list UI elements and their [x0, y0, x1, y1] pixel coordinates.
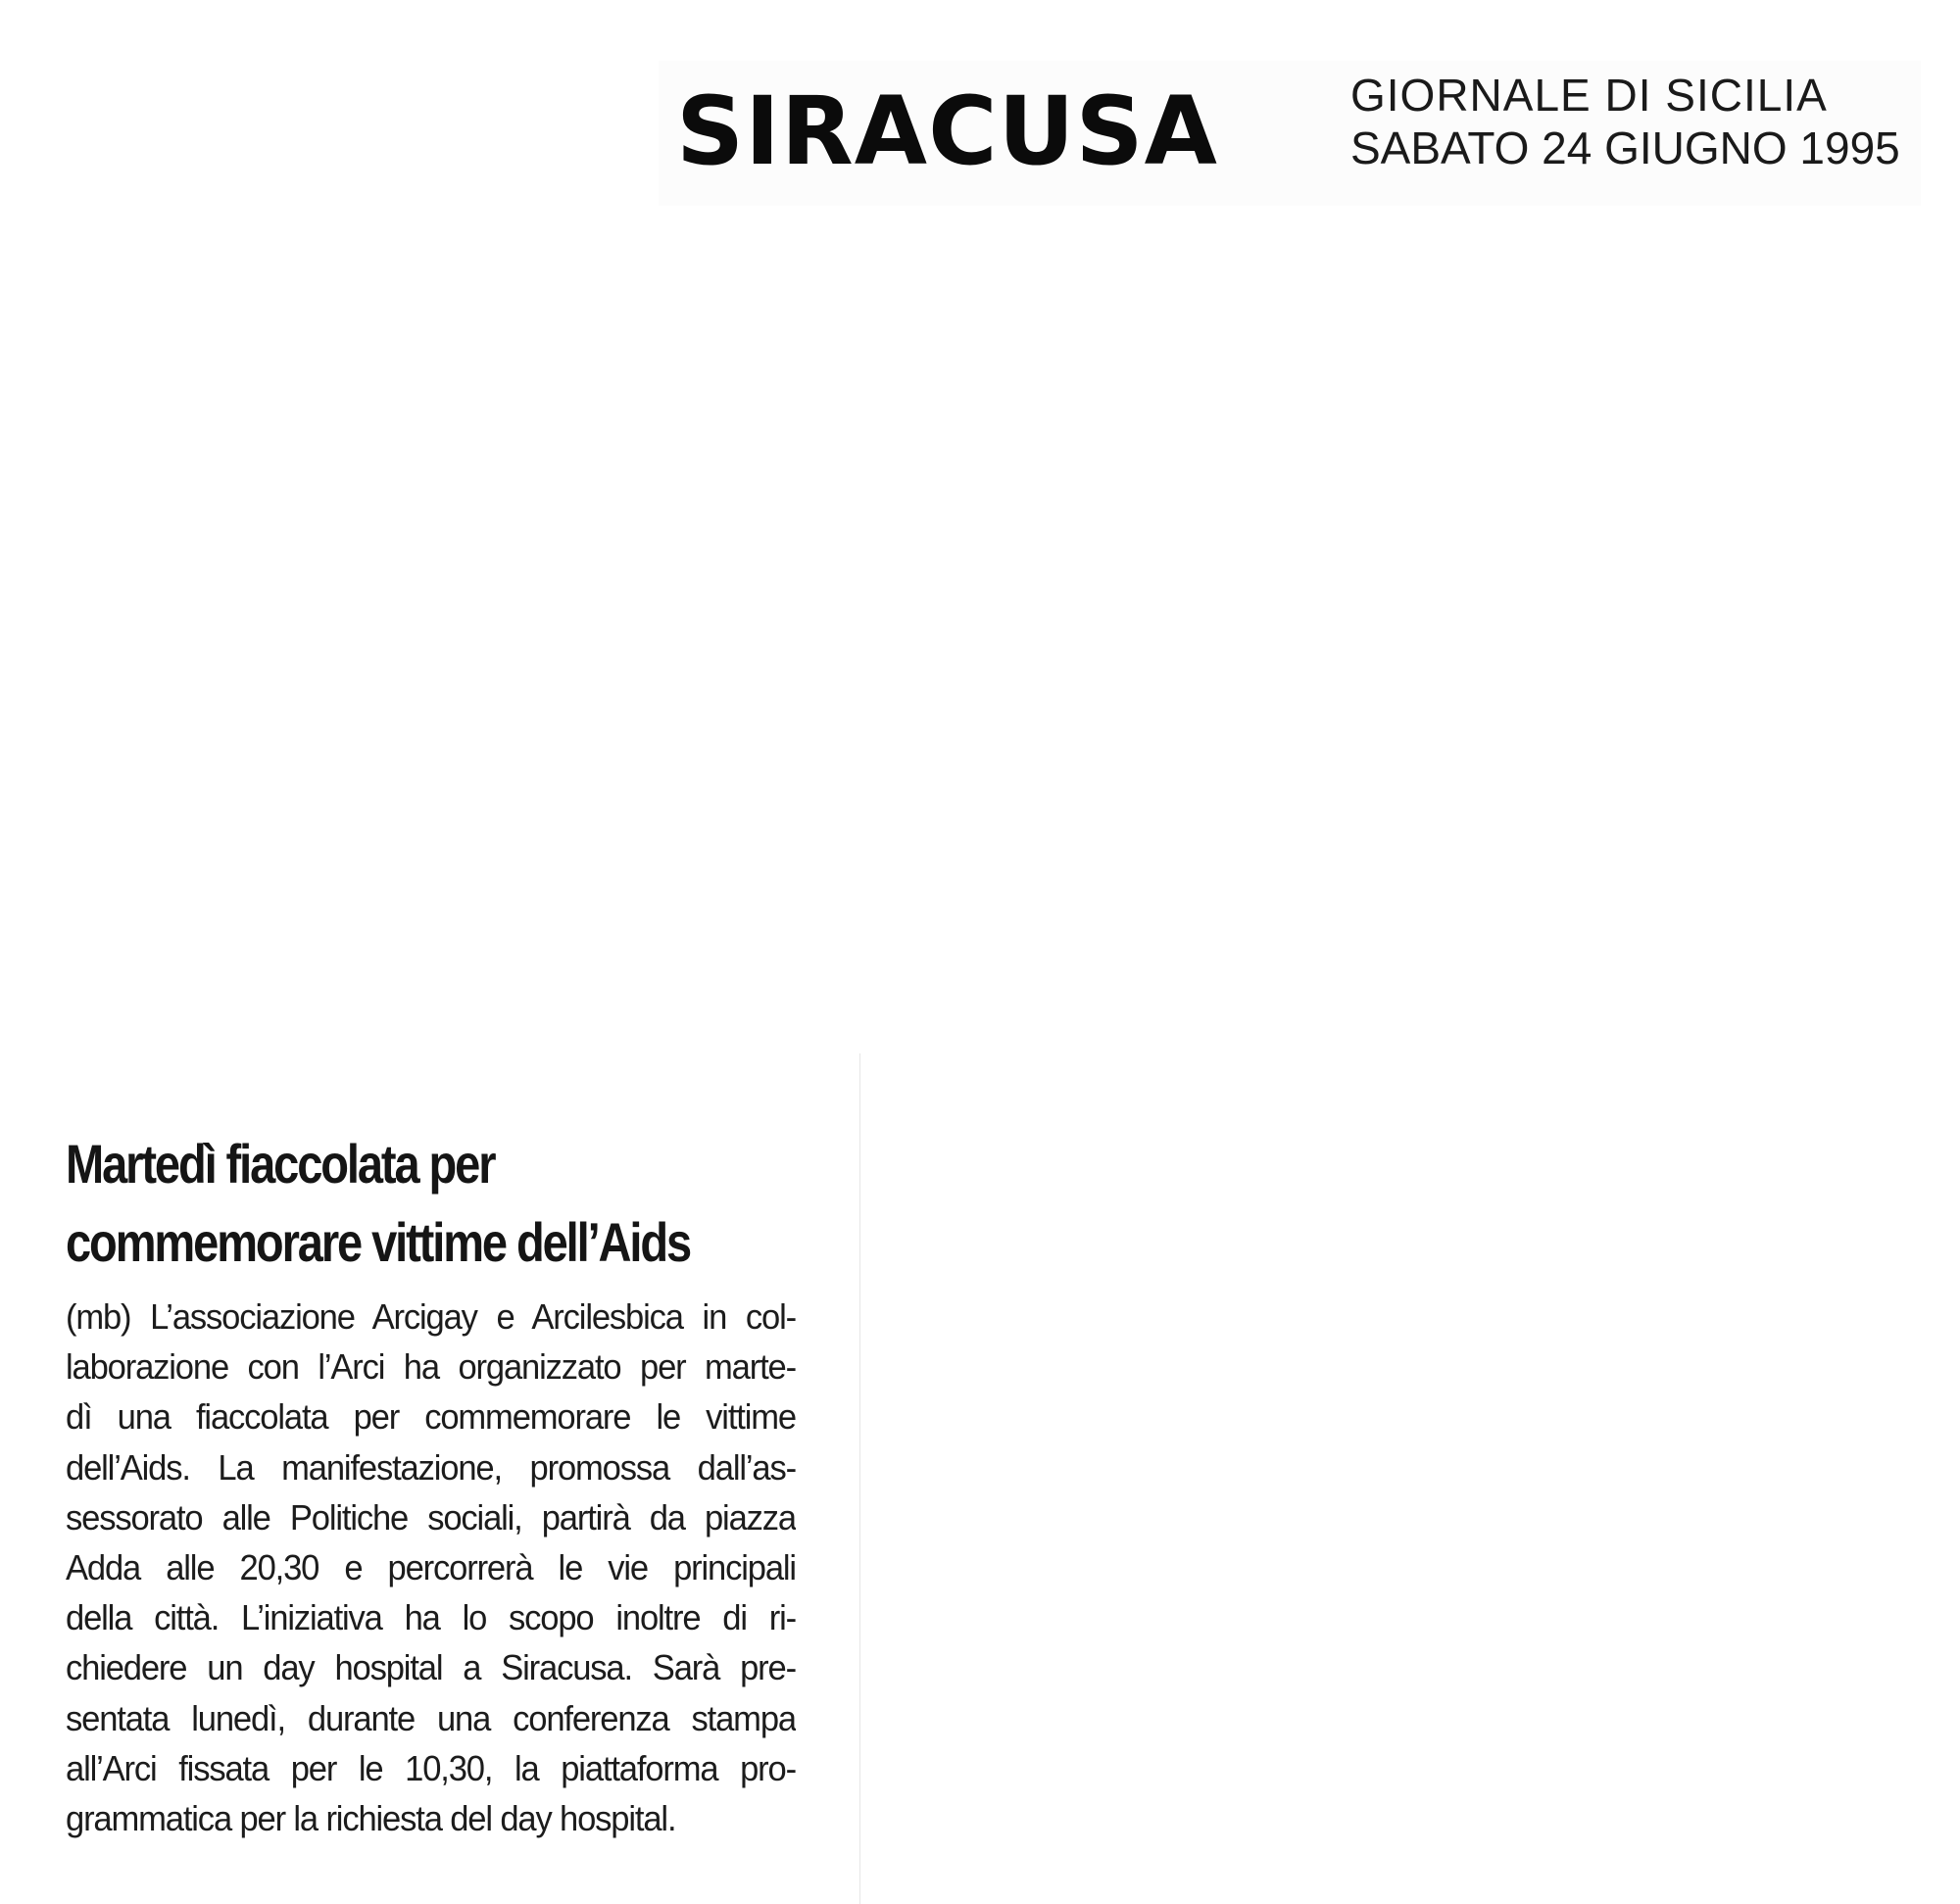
body-line: (mb) L’associazione Arcigay e Arcilesbica in col-	[66, 1296, 796, 1337]
publication-date: SABATO 24 GIUGNO 1995	[1350, 122, 1900, 173]
body-line: Adda alle 20,30 e percorrerà le vie principali	[66, 1547, 796, 1588]
body-line: all’Arci fissata per le 10,30, la piattaforma pro-	[66, 1747, 796, 1788]
body-line-last: grammatica per la richiesta del day hospital.	[66, 1798, 676, 1839]
body-line: della città. L’iniziativa ha lo scopo inoltre di ri-	[66, 1597, 796, 1638]
section-title: SIRACUSA	[676, 76, 1218, 186]
body-line: dì una fiaccolata per commemorare le vittime	[66, 1396, 796, 1438]
article-headline	[66, 1125, 724, 1282]
body-line: sessorato alle Politiche sociali, partirà da piazza	[66, 1496, 796, 1538]
article-body	[66, 1292, 796, 1843]
body-line: laborazione con l’Arci ha organizzato per marte-	[66, 1346, 796, 1388]
column-divider	[859, 1053, 860, 1904]
body-line: sentata lunedì, durante una conferenza stampa	[66, 1697, 796, 1738]
body-line: chiedere un day hospital a Siracusa. Sarà pre-	[66, 1647, 796, 1688]
body-line: dell’Aids. La manifestazione, promossa dall’as-	[66, 1446, 796, 1488]
headline-line-2: commemorare vittime dell’Aids	[66, 1211, 691, 1273]
headline-line-1: Martedì fiaccolata per	[66, 1133, 495, 1195]
newspaper-name: GIORNALE DI SICILIA	[1350, 70, 1828, 121]
